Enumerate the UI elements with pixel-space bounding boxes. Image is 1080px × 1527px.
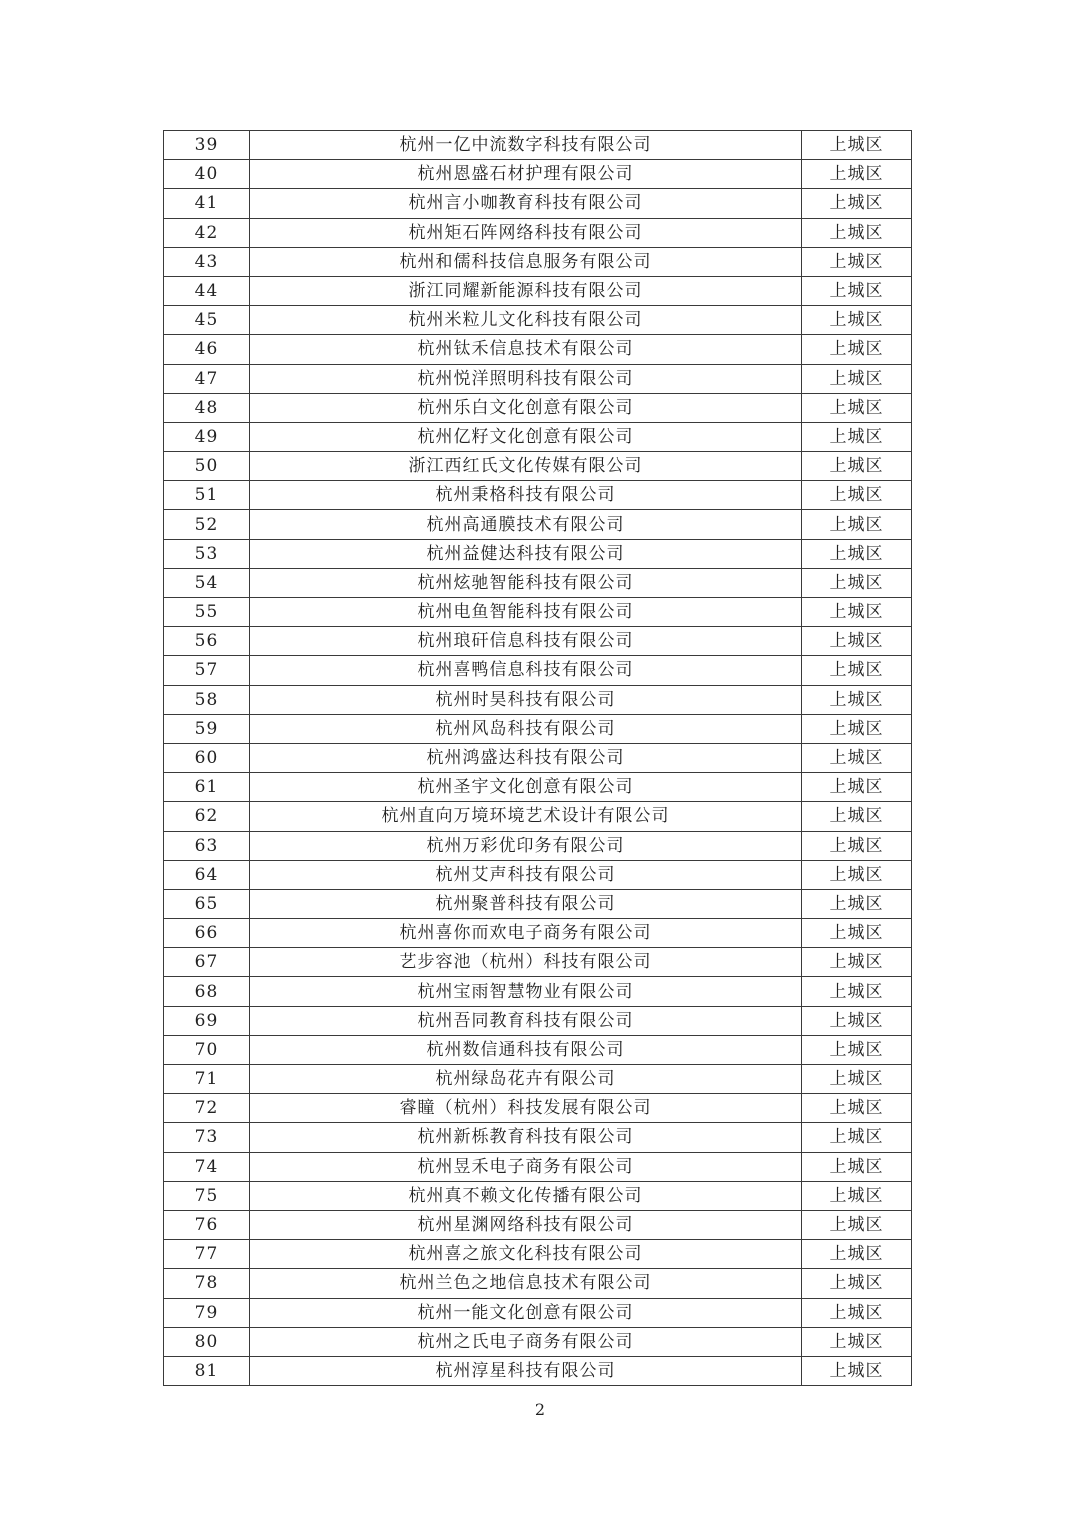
table-row [164,948,912,977]
district-cell: 上城区 [802,860,912,889]
row-number-cell: 58 [164,685,250,714]
table-row [164,743,912,772]
page-number: 2 [534,1400,546,1419]
table-row [164,160,912,189]
row-number-cell: 43 [164,247,250,276]
table-row [164,1327,912,1356]
company-name-cell: 睿瞳（杭州）科技发展有限公司 [250,1094,802,1123]
row-number-cell: 63 [164,831,250,860]
district-cell: 上城区 [802,452,912,481]
district-cell: 上城区 [802,685,912,714]
company-name-cell: 艺步容池（杭州）科技有限公司 [250,948,802,977]
company-name-cell: 杭州钛禾信息技术有限公司 [250,335,802,364]
district-cell: 上城区 [802,1210,912,1239]
company-name-cell: 杭州益健达科技有限公司 [250,539,802,568]
district-cell: 上城区 [802,977,912,1006]
company-name-cell: 浙江同耀新能源科技有限公司 [250,276,802,305]
row-number-cell: 72 [164,1094,250,1123]
row-number-cell: 57 [164,656,250,685]
row-number-cell: 49 [164,422,250,451]
row-number-cell: 75 [164,1181,250,1210]
company-list-table [163,130,912,1386]
district-cell: 上城区 [802,1094,912,1123]
row-number-cell: 70 [164,1035,250,1064]
district-cell: 上城区 [802,948,912,977]
district-cell: 上城区 [802,510,912,539]
table-row [164,1269,912,1298]
table-row [164,714,912,743]
table-row [164,364,912,393]
company-name-cell: 杭州绿岛花卉有限公司 [250,1065,802,1094]
company-name-cell: 杭州琅矸信息科技有限公司 [250,627,802,656]
company-name-cell: 杭州悦洋照明科技有限公司 [250,364,802,393]
company-name-cell: 杭州乐白文化创意有限公司 [250,393,802,422]
district-cell: 上城区 [802,189,912,218]
table-row [164,481,912,510]
table-row [164,335,912,364]
district-cell: 上城区 [802,1181,912,1210]
row-number-cell: 55 [164,598,250,627]
row-number-cell: 52 [164,510,250,539]
table-row [164,276,912,305]
company-name-cell: 杭州数信通科技有限公司 [250,1035,802,1064]
company-name-cell: 杭州一亿中流数字科技有限公司 [250,131,802,160]
row-number-cell: 39 [164,131,250,160]
row-number-cell: 50 [164,452,250,481]
table-row [164,422,912,451]
row-number-cell: 44 [164,276,250,305]
table-row [164,831,912,860]
row-number-cell: 56 [164,627,250,656]
district-cell: 上城区 [802,743,912,772]
row-number-cell: 40 [164,160,250,189]
table-row [164,510,912,539]
row-number-cell: 54 [164,568,250,597]
district-cell: 上城区 [802,218,912,247]
row-number-cell: 51 [164,481,250,510]
table-row [164,452,912,481]
district-cell: 上城区 [802,1065,912,1094]
district-cell: 上城区 [802,1298,912,1327]
company-name-cell: 杭州宝雨智慧物业有限公司 [250,977,802,1006]
district-cell: 上城区 [802,306,912,335]
company-name-cell: 杭州炫驰智能科技有限公司 [250,568,802,597]
company-name-cell: 杭州和儒科技信息服务有限公司 [250,247,802,276]
company-name-cell: 杭州言小咖教育科技有限公司 [250,189,802,218]
district-cell: 上城区 [802,1035,912,1064]
company-name-cell: 杭州高通膜技术有限公司 [250,510,802,539]
table-row [164,598,912,627]
company-name-cell: 杭州圣宇文化创意有限公司 [250,773,802,802]
company-name-cell: 杭州米粒儿文化科技有限公司 [250,306,802,335]
row-number-cell: 74 [164,1152,250,1181]
district-cell: 上城区 [802,1152,912,1181]
row-number-cell: 53 [164,539,250,568]
company-name-cell: 杭州吾同教育科技有限公司 [250,1006,802,1035]
company-name-cell: 杭州兰色之地信息技术有限公司 [250,1269,802,1298]
company-name-cell: 杭州直向万境环境艺术设计有限公司 [250,802,802,831]
district-cell: 上城区 [802,656,912,685]
district-cell: 上城区 [802,714,912,743]
row-number-cell: 42 [164,218,250,247]
district-cell: 上城区 [802,1327,912,1356]
company-name-cell: 杭州时昊科技有限公司 [250,685,802,714]
row-number-cell: 71 [164,1065,250,1094]
table-row [164,1006,912,1035]
table-row [164,247,912,276]
district-cell: 上城区 [802,335,912,364]
district-cell: 上城区 [802,568,912,597]
district-cell: 上城区 [802,1269,912,1298]
company-name-cell: 杭州星渊网络科技有限公司 [250,1210,802,1239]
district-cell: 上城区 [802,598,912,627]
row-number-cell: 67 [164,948,250,977]
district-cell: 上城区 [802,364,912,393]
company-name-cell: 杭州电鱼智能科技有限公司 [250,598,802,627]
table-row [164,1298,912,1327]
district-cell: 上城区 [802,393,912,422]
company-name-cell: 杭州淳星科技有限公司 [250,1356,802,1385]
table-row [164,977,912,1006]
company-name-cell: 杭州亿籽文化创意有限公司 [250,422,802,451]
table-row [164,773,912,802]
table-row [164,685,912,714]
district-cell: 上城区 [802,276,912,305]
row-number-cell: 78 [164,1269,250,1298]
district-cell: 上城区 [802,481,912,510]
table-row [164,131,912,160]
district-cell: 上城区 [802,247,912,276]
row-number-cell: 81 [164,1356,250,1385]
row-number-cell: 65 [164,889,250,918]
row-number-cell: 76 [164,1210,250,1239]
row-number-cell: 66 [164,919,250,948]
table-row [164,1240,912,1269]
company-name-cell: 浙江西红氏文化传媒有限公司 [250,452,802,481]
table-row [164,1152,912,1181]
table-row [164,889,912,918]
row-number-cell: 64 [164,860,250,889]
company-name-cell: 杭州昱禾电子商务有限公司 [250,1152,802,1181]
table-row [164,1181,912,1210]
row-number-cell: 69 [164,1006,250,1035]
table-row [164,1035,912,1064]
table-row [164,539,912,568]
district-cell: 上城区 [802,889,912,918]
district-cell: 上城区 [802,773,912,802]
company-name-cell: 杭州一能文化创意有限公司 [250,1298,802,1327]
table-row [164,568,912,597]
district-cell: 上城区 [802,831,912,860]
row-number-cell: 62 [164,802,250,831]
table-row [164,627,912,656]
row-number-cell: 61 [164,773,250,802]
row-number-cell: 80 [164,1327,250,1356]
company-list-body [164,131,912,1386]
row-number-cell: 79 [164,1298,250,1327]
district-cell: 上城区 [802,1240,912,1269]
company-name-cell: 杭州新栎教育科技有限公司 [250,1123,802,1152]
row-number-cell: 48 [164,393,250,422]
company-name-cell: 杭州喜鸭信息科技有限公司 [250,656,802,685]
row-number-cell: 73 [164,1123,250,1152]
company-name-cell: 杭州恩盛石材护理有限公司 [250,160,802,189]
company-name-cell: 杭州聚普科技有限公司 [250,889,802,918]
company-name-cell: 杭州矩石阵网络科技有限公司 [250,218,802,247]
district-cell: 上城区 [802,802,912,831]
district-cell: 上城区 [802,627,912,656]
company-name-cell: 杭州喜之旅文化科技有限公司 [250,1240,802,1269]
row-number-cell: 47 [164,364,250,393]
table-row [164,919,912,948]
company-name-cell: 杭州鸿盛达科技有限公司 [250,743,802,772]
company-name-cell: 杭州风岛科技有限公司 [250,714,802,743]
table-row [164,1065,912,1094]
company-name-cell: 杭州艾声科技有限公司 [250,860,802,889]
table-row [164,1094,912,1123]
district-cell: 上城区 [802,1123,912,1152]
district-cell: 上城区 [802,1356,912,1385]
row-number-cell: 45 [164,306,250,335]
table-row [164,1356,912,1385]
company-name-cell: 杭州真不赖文化传播有限公司 [250,1181,802,1210]
table-row [164,393,912,422]
table-row [164,860,912,889]
company-name-cell: 杭州万彩优印务有限公司 [250,831,802,860]
table-row [164,1123,912,1152]
district-cell: 上城区 [802,1006,912,1035]
table-row [164,656,912,685]
row-number-cell: 60 [164,743,250,772]
company-name-cell: 杭州秉格科技有限公司 [250,481,802,510]
row-number-cell: 46 [164,335,250,364]
table-row [164,1210,912,1239]
row-number-cell: 59 [164,714,250,743]
district-cell: 上城区 [802,422,912,451]
district-cell: 上城区 [802,131,912,160]
district-cell: 上城区 [802,539,912,568]
company-name-cell: 杭州喜你而欢电子商务有限公司 [250,919,802,948]
table-row [164,306,912,335]
row-number-cell: 68 [164,977,250,1006]
table-row [164,189,912,218]
company-name-cell: 杭州之氏电子商务有限公司 [250,1327,802,1356]
district-cell: 上城区 [802,160,912,189]
row-number-cell: 77 [164,1240,250,1269]
row-number-cell: 41 [164,189,250,218]
district-cell: 上城区 [802,919,912,948]
table-row [164,218,912,247]
table-row [164,802,912,831]
